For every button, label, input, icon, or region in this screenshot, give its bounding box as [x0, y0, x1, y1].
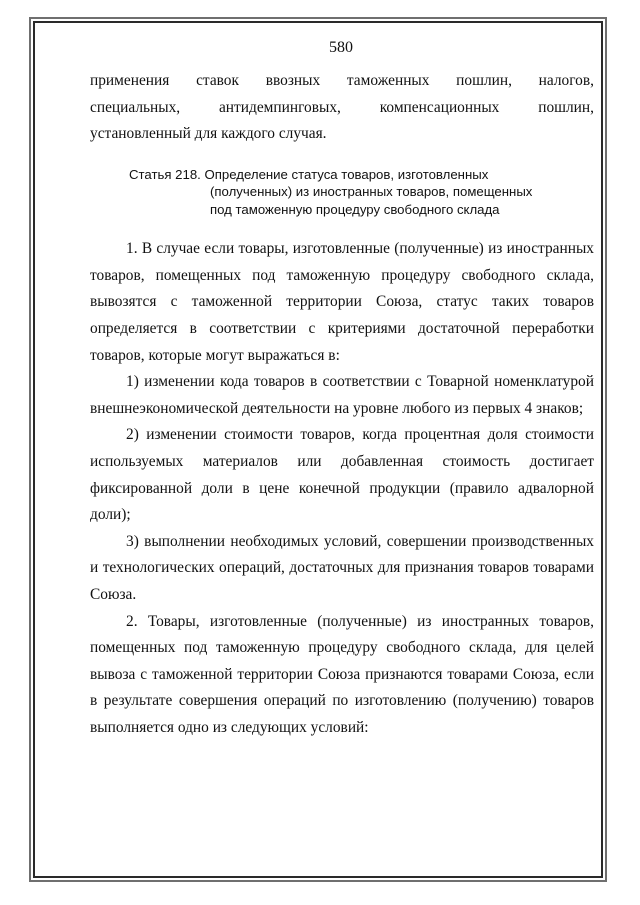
page-number: 580 [329, 39, 353, 56]
list-item-1: 1) изменении кода товаров в соответствии с Товарной номенклатурой внешнеэкономической деятельности на уровне любого из первых 4 знаков; [90, 373, 594, 417]
list-item-2: 2) изменении стоимости товаров, когда процентная доля стоимости используемых материалов или добавленная стоимость достигает фиксированной доли в цене конечной продукции (правило адвалорной доли); [90, 426, 594, 524]
article-heading-line: Статья 218. Определение статуса товаров, изготовленных [129, 166, 489, 182]
paragraph-1: 1. В случае если товары, изготовленные (полученные) из иностранных товаров, помещенных под таможенную процедуру свободного склада, вывозятся с таможенной территории Союза, статус таких товаров определяется в соответствии с критериями достаточной переработки товаров, которые могут выражаться в: [90, 240, 594, 364]
list-item-3: 3) выполнении необходимых условий, совершении производственных и технологических операций, достаточных для признания товаров товарами Союза. [90, 532, 594, 603]
document-page [90, 38, 594, 742]
article-heading [90, 166, 594, 219]
intro-line: специальных, антидемпинговых, компенсационных пошлин, [90, 98, 594, 116]
intro-line: установленный для каждого случая. [90, 125, 327, 143]
article-heading-line: под таможенную процедуру свободного склада [210, 201, 500, 217]
article-heading-line: (полученных) из иностранных товаров, помещенных [210, 184, 533, 200]
paragraph-2: 2. Товары, изготовленные (полученные) из иностранных товаров, помещенных под таможенную процедуру свободного склада, для целей вывоза с таможенной территории Союза признаются товарами Союза, если в результате совершения операций по изготовлению (получению) товаров выполняется одно из следующих условий: [90, 612, 594, 736]
intro-line: применения ставок ввозных таможенных пошлин, налогов, [90, 72, 594, 89]
